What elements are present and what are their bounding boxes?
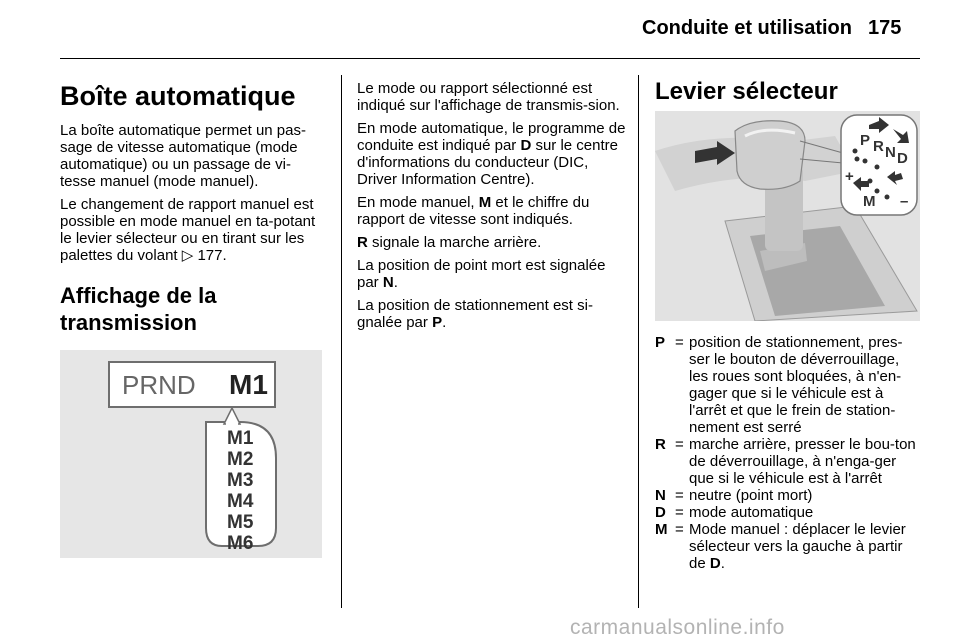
column-3: [655, 77, 921, 107]
definition-equals: =: [675, 504, 684, 521]
paragraph: [357, 234, 627, 251]
text: signale la marche arrière.: [367, 234, 542, 251]
column-divider-2: [638, 75, 639, 608]
column-2: [357, 80, 627, 337]
definition-item: [655, 487, 921, 504]
page-number: 175: [868, 17, 902, 39]
definition-text: neutre (point mort): [689, 487, 813, 504]
pattern-plus: +: [845, 168, 854, 185]
section-heading: Levier sélecteur: [655, 78, 838, 105]
text: La position de point mort est signalée par: [357, 257, 606, 291]
pattern-n: N: [885, 144, 896, 161]
definition-key: R: [655, 436, 666, 453]
definition-item: [655, 521, 921, 572]
gear-list: [227, 428, 254, 554]
text: .: [442, 314, 447, 331]
definition-text: mode automatique: [689, 504, 814, 521]
paragraph: [357, 194, 627, 228]
selector-lever-illustration: [655, 111, 920, 321]
bold-letter: R: [357, 234, 368, 251]
text: La position de stationnement est si-gnalée par: [357, 297, 593, 331]
definition-key: M: [655, 521, 668, 538]
display-prefix: PRND: [122, 370, 196, 400]
definition-equals: =: [675, 334, 684, 351]
definition-equals: =: [675, 487, 684, 504]
pattern-r: R: [873, 138, 884, 155]
bold-letter: D: [520, 137, 532, 154]
paragraph: [357, 120, 627, 188]
bold-letter: N: [382, 274, 394, 291]
column-1: [60, 80, 326, 336]
transmission-display-figure: [60, 350, 322, 558]
pattern-p: P: [860, 132, 871, 149]
gear-m1: M1: [227, 428, 254, 449]
text: En mode automatique, le programme de conduite est indiqué par: [357, 120, 626, 154]
pattern-m: M: [863, 193, 876, 210]
watermark: carmanualsonline.info: [570, 616, 785, 639]
text: .: [720, 555, 725, 572]
bold-letter: D: [709, 555, 721, 572]
pattern-d: D: [897, 150, 908, 167]
paragraph: La boîte automatique permet un pas-sage de vitesse automatique (mode automatique) ou un passage de vi-tesse manuel (mode manuel).: [60, 122, 306, 190]
paragraph: [357, 257, 627, 291]
definition-item: [655, 504, 921, 521]
column-divider-1: [341, 75, 342, 608]
bold-letter: P: [432, 314, 443, 331]
definition-text: marche arrière, presser le bou-ton de déverrouillage, à n'enga-ger que si le véhicule est à l'arrêt: [689, 436, 916, 487]
definition-key: P: [655, 334, 666, 351]
text: En mode manuel,: [357, 194, 479, 211]
header-rule: [60, 58, 920, 59]
definition-equals: =: [675, 521, 684, 538]
section-heading: Boîte automatique: [60, 81, 296, 111]
text: Mode manuel : déplacer le levier sélecteur vers la gauche à partir de: [689, 521, 906, 572]
selector-lever-figure: [655, 111, 920, 321]
paragraph: [60, 196, 326, 264]
definition-key: N: [655, 487, 666, 504]
text: sur le centre d'informations du conducteur (DIC, Driver Information Centre).: [357, 137, 619, 188]
transmission-display-illustration: [60, 350, 322, 558]
definition-text: position de stationnement, pres-ser le bouton de déverrouillage, les roues sont bloquées, à n'en-gager que si le véhicule est à l'arrêt et que le frein de station-nement est serré: [689, 334, 903, 436]
gear-m2: M2: [227, 449, 254, 470]
definition-item: [655, 436, 921, 487]
page-ref: 177.: [197, 247, 227, 264]
display-selected-gear: M1: [229, 369, 268, 400]
definition-item: [655, 334, 921, 436]
definition-text: [689, 521, 921, 572]
text: et le chiffre du rapport de vitesse sont indiqués.: [357, 194, 590, 228]
definition-equals: =: [675, 436, 684, 453]
paragraph: Le mode ou rapport sélectionné est indiqué sur l'affichage de transmis-sion.: [357, 80, 620, 114]
paragraph: [357, 297, 627, 331]
definition-list: [655, 334, 921, 572]
bold-letter: M: [478, 194, 492, 211]
header-title: Conduite et utilisation: [642, 17, 852, 39]
gear-m6: M6: [227, 533, 254, 554]
gear-m5: M5: [227, 512, 254, 533]
paragraph-text: Le changement de rapport manuel est possible en mode manuel en ta-potant le levier sélecteur ou en tirant sur les palettes du volant: [60, 196, 316, 264]
gear-m3: M3: [227, 470, 254, 491]
text: .: [393, 274, 398, 291]
definition-key: D: [655, 504, 666, 521]
gear-m4: M4: [227, 491, 254, 512]
page-ref-arrow-icon: ▷: [181, 247, 198, 264]
pattern-minus: –: [900, 193, 909, 210]
subheading: Affichage de la transmission: [60, 283, 217, 335]
